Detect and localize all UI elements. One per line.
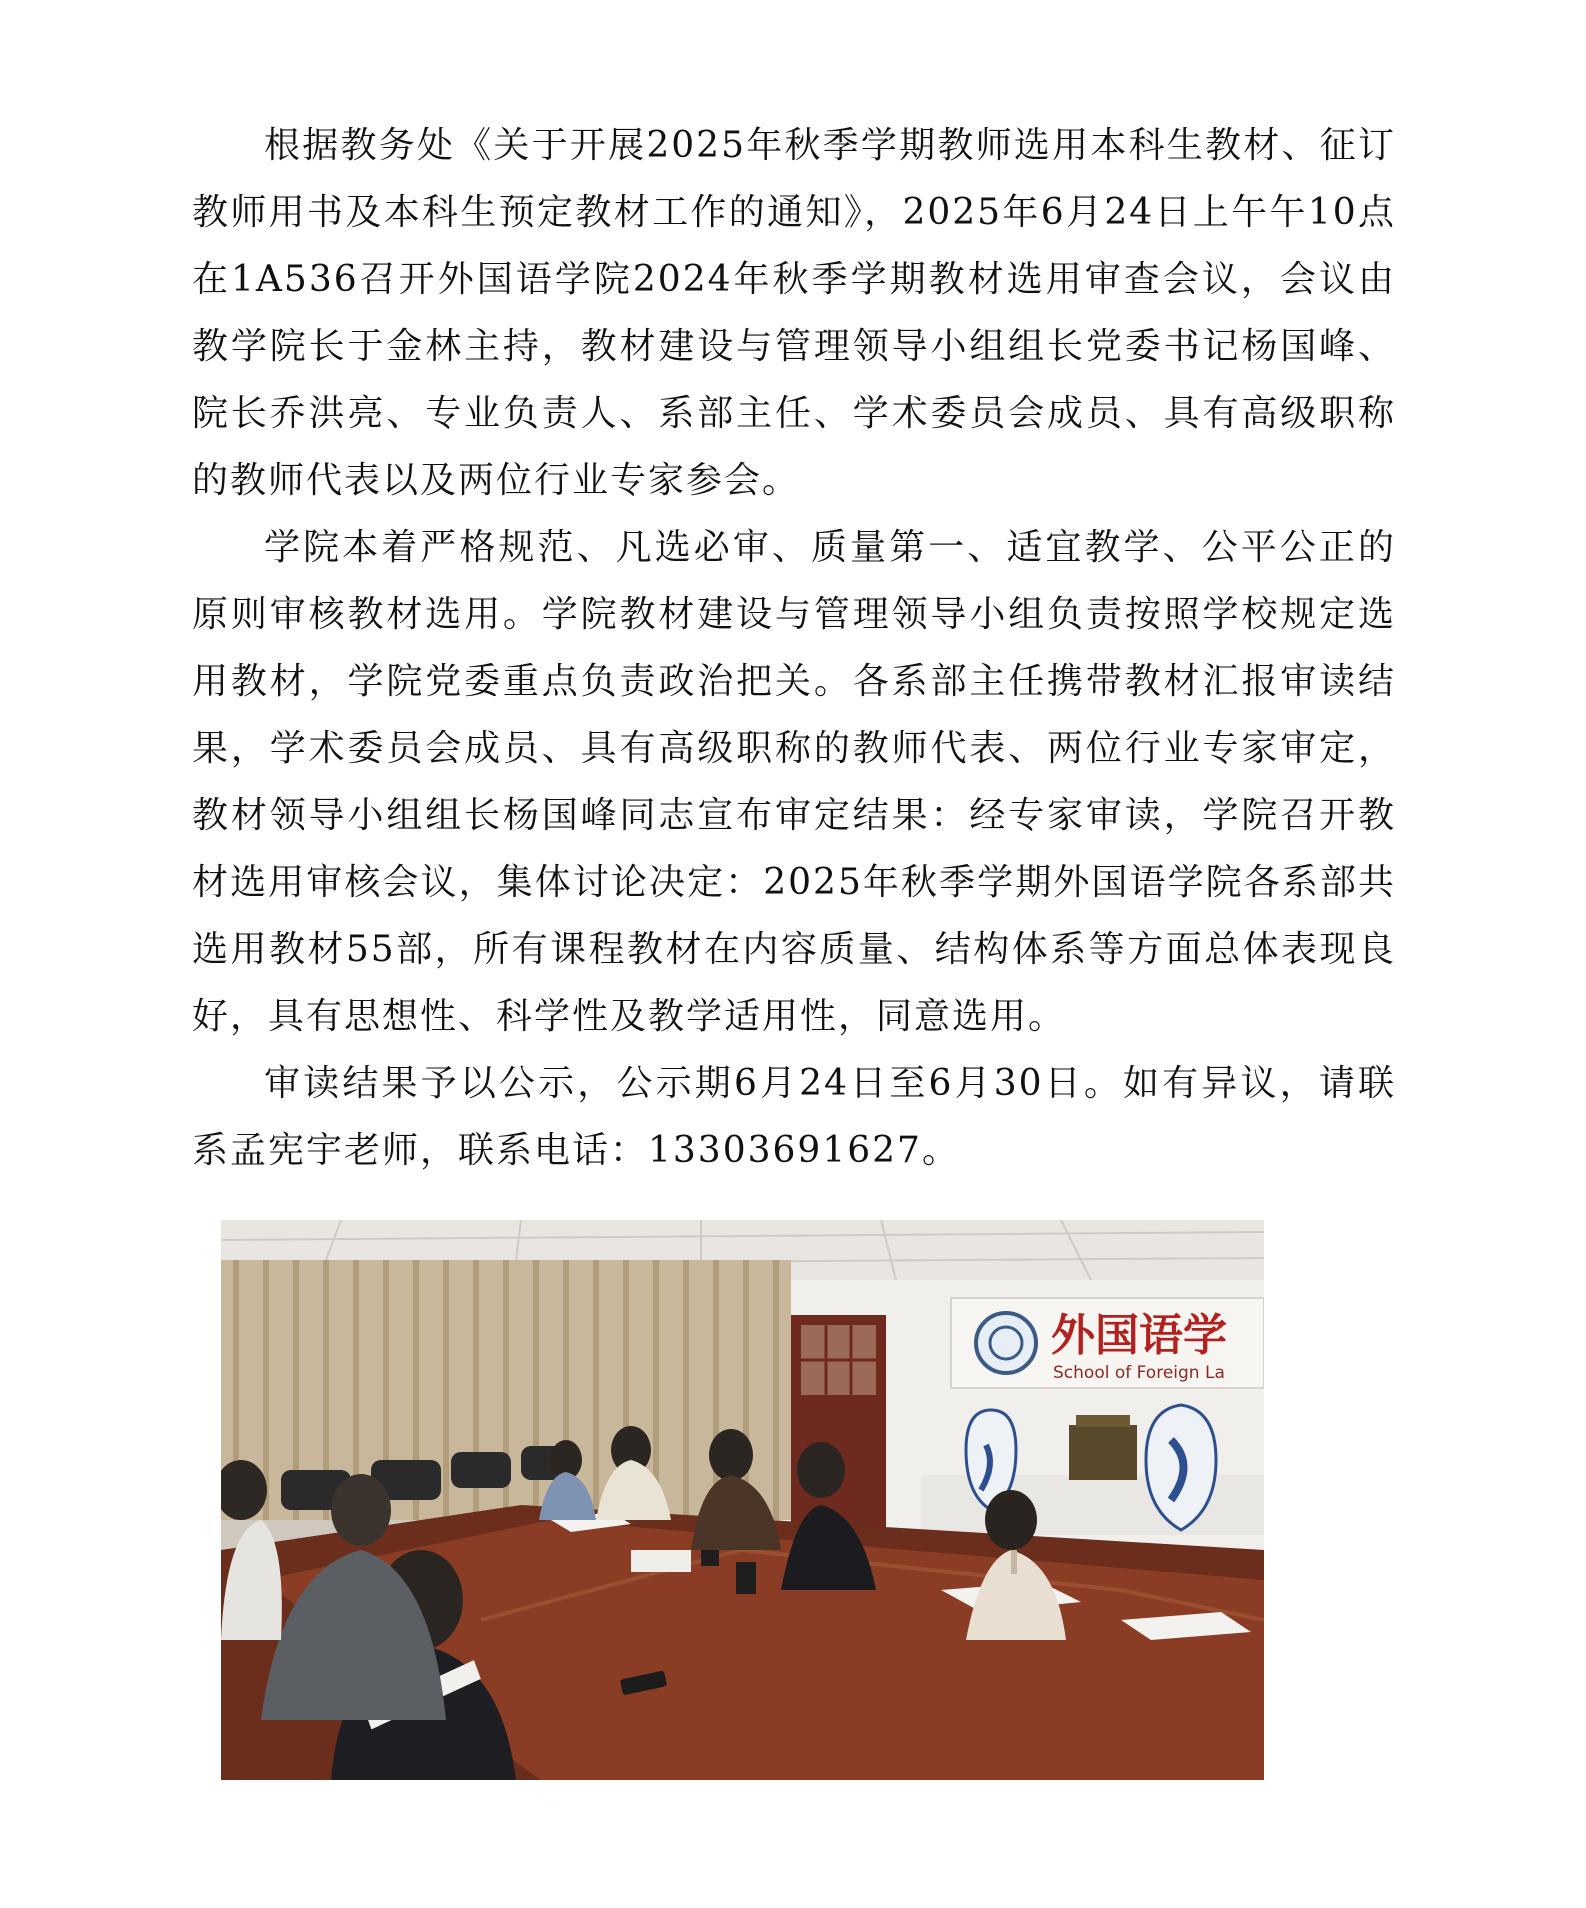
paragraph-publicity-contact: 审读结果予以公示，公示期6月24日至6月30日。如有异议，请联系孟宪宇老师，联系电话：13303691627。 [192,1063,1396,1171]
document-body [192,112,1396,1184]
paragraph-meeting-notice: 根据教务处《关于开展2025年秋季学期教师选用本科生教材、征订教师用书及本科生预定教材工作的通知》，2025年6月24日上午午10点在1A536召开外国语学院2024年秋季学期教材选用审查会议，会议由教学院长于金林主持，教材建设与管理领导小组组长党委书记杨国峰、院长乔洪亮、专业负责人、系部主任、学术委员会成员、具有高级职称的教师代表以及两位行业专家参会。 [192,125,1396,501]
sign-lettering: 外国语学 [1051,1310,1227,1361]
sign-sublettering: School of Foreign La [1053,1363,1225,1383]
paragraph-review-principles: 学院本着严格规范、凡选必审、质量第一、适宜教学、公平公正的原则审核教材选用。学院教材建设与管理领导小组负责按照学校规定选用教材，学院党委重点负责政治把关。各系部主任携带教材汇报审读结果，学术委员会成员、具有高级职称的教师代表、两位行业专家审定，教材领导小组组长杨国峰同志宣布审定结果：经专家审读，学院召开教材选用审核会议，集体讨论决定：2025年秋季学期外国语学院各系部共选用教材55部，所有课程教材在内容质量、结构体系等方面总体表现良好，具有思想性、科学性及教学适用性，同意选用。 [192,527,1396,1037]
meeting-photo [221,1220,1264,1780]
meeting-photo-illustration [221,1220,1264,1780]
